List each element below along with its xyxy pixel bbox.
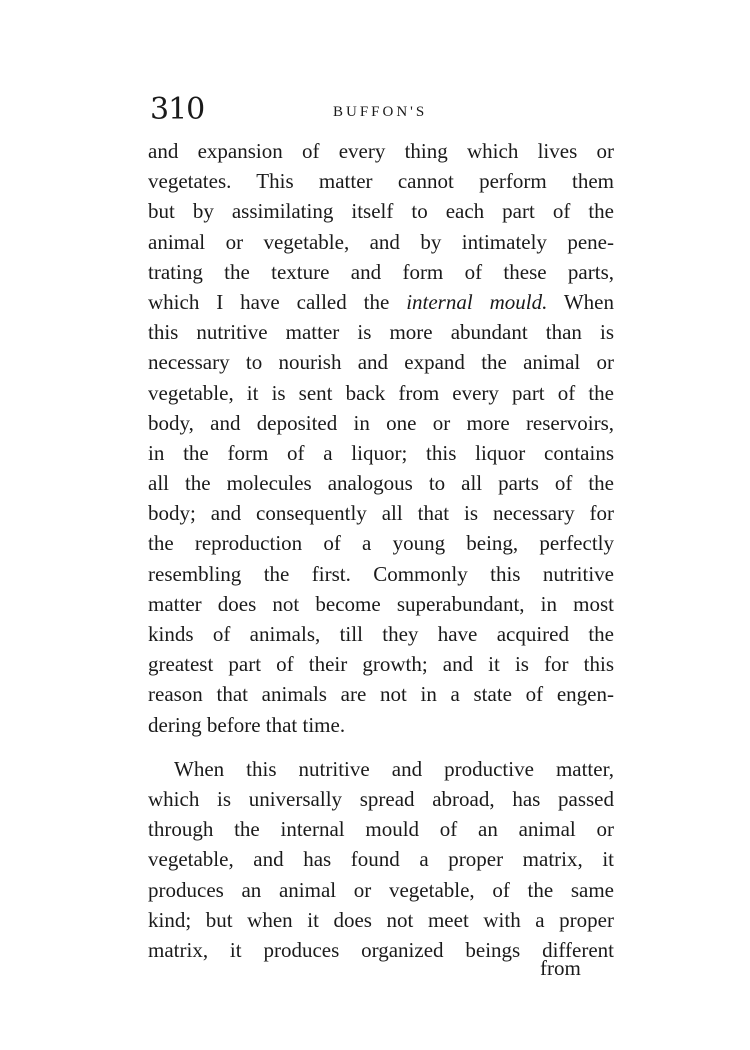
text-line: which is universally spread abroad, has passed (148, 786, 614, 811)
body-text (148, 136, 614, 965)
text-line: matter does not become superabundant, in most (148, 591, 614, 616)
text-line: dering before that time. (148, 712, 346, 737)
paragraph-2 (148, 754, 614, 965)
paragraph-1 (148, 136, 614, 740)
text-line: vegetable, and has found a proper matrix, it (148, 847, 614, 872)
page-number: 310 (150, 92, 205, 127)
text-line: produces an animal or vegetable, of the same (148, 877, 614, 902)
italic-term: internal mould. (406, 289, 548, 314)
text-line: in the form of a liquor; this liquor contains (148, 440, 614, 465)
catchword: from (540, 956, 581, 980)
text-line: and expansion of every thing which lives or (148, 139, 614, 163)
text-line: but by assimilating itself to each part of the (148, 199, 614, 224)
text-segment: which I have called the (148, 289, 390, 314)
text-line-mixed (148, 287, 614, 317)
text-line: trating the texture and form of these parts, (148, 259, 614, 284)
text-line: matrix, it produces organized beings different (148, 937, 614, 962)
text-line: resembling the first. Commonly this nutritive (148, 561, 614, 586)
text-line: When this nutritive and productive matter, (174, 756, 614, 781)
page-header (150, 92, 615, 132)
text-line: animal or vegetable, and by intimately pene- (148, 229, 614, 254)
text-segment: When (563, 289, 614, 314)
text-line: all the molecules analogous to all parts of the (148, 471, 614, 496)
running-head: BUFFON'S (333, 104, 428, 120)
text-line: kind; but when it does not meet with a proper (148, 907, 614, 932)
text-line: through the internal mould of an animal or (148, 817, 614, 842)
text-line: body, and deposited in one or more reservoirs, (148, 410, 614, 435)
text-line: necessary to nourish and expand the animal or (148, 350, 614, 375)
text-line: reason that animals are not in a state of engen- (148, 682, 614, 707)
text-line: kinds of animals, till they have acquired the (148, 622, 614, 646)
text-line: body; and consequently all that is necessary for (148, 501, 614, 526)
text-line: vegetable, it is sent back from every part of the (148, 380, 614, 405)
text-line: greatest part of their growth; and it is for this (148, 652, 614, 677)
text-line: the reproduction of a young being, perfectly (148, 531, 614, 556)
text-line: this nutritive matter is more abundant than is (148, 320, 614, 345)
text-line: vegetates. This matter cannot perform them (148, 169, 614, 194)
